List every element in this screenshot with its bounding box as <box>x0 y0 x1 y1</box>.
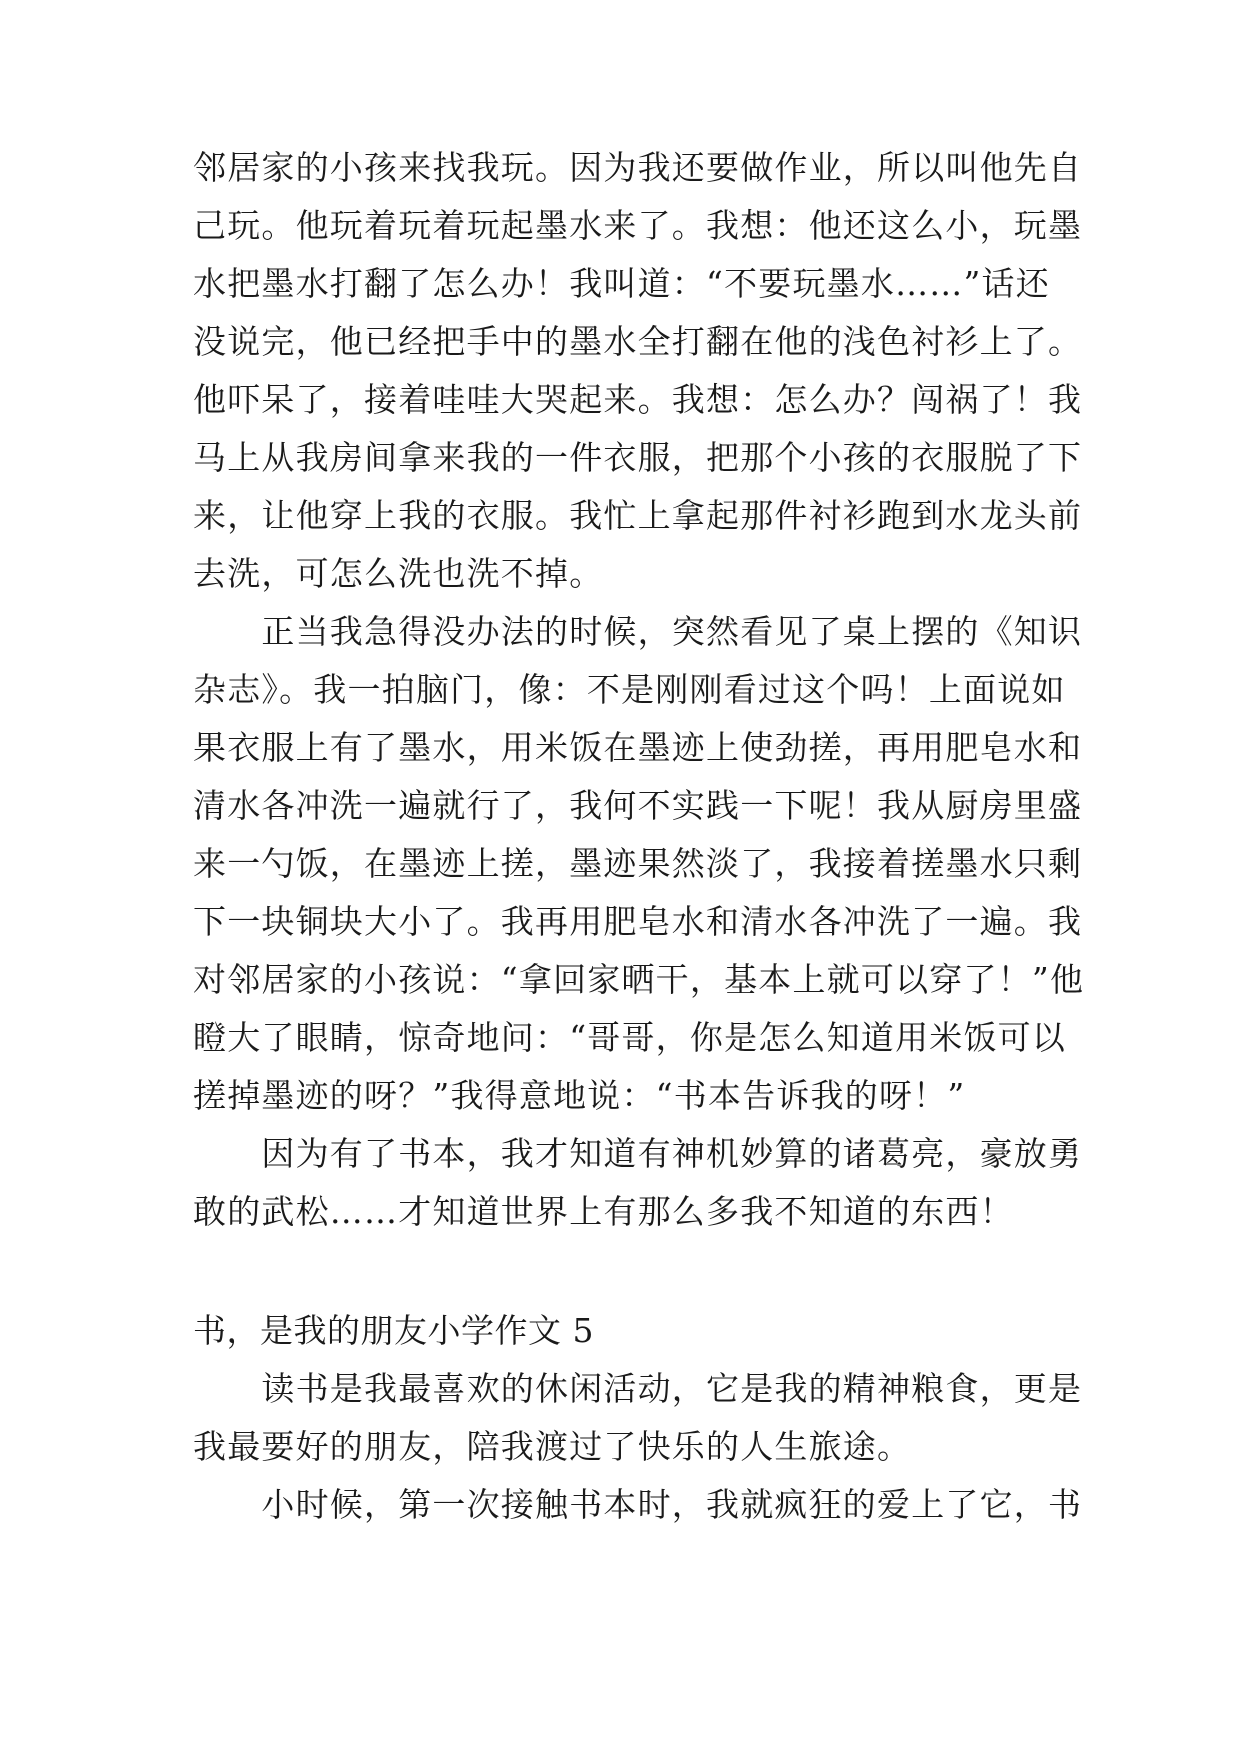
text-line: 敢的武松……才知道世界上有那么多我不知道的东西！ <box>193 1192 1014 1231</box>
text-line: 邻居家的小孩来找我玩。因为我还要做作业，所以叫他先自 <box>193 148 1083 187</box>
text-line: 他吓呆了，接着哇哇大哭起来。我想：怎么办？闯祸了！我 <box>193 380 1083 419</box>
text-line: 搓掉墨迹的呀？”我得意地说：“书本告诉我的呀！” <box>193 1076 966 1115</box>
section-heading: 书，是我的朋友小学作文 5 <box>193 1311 594 1350</box>
text-line: 对邻居家的小孩说：“拿回家晒干，基本上就可以穿了！”他 <box>193 960 1085 999</box>
text-line: 水把墨水打翻了怎么办！我叫道：“不要玩墨水……”话还 <box>193 264 1050 303</box>
text-line: 己玩。他玩着玩着玩起墨水来了。我想：他还这么小，玩墨 <box>193 206 1083 245</box>
text-line: 去洗，可怎么洗也洗不掉。 <box>193 554 604 593</box>
text-line: 我最要好的朋友，陪我渡过了快乐的人生旅途。 <box>193 1427 912 1466</box>
text-line: 小时候，第一次接触书本时，我就疯狂的爱上了它，书 <box>193 1485 1083 1524</box>
text-line: 因为有了书本，我才知道有神机妙算的诸葛亮，豪放勇 <box>193 1134 1083 1173</box>
text-line: 瞪大了眼睛，惊奇地问：“哥哥，你是怎么知道用米饭可以 <box>193 1018 1067 1057</box>
text-line: 正当我急得没办法的时候，突然看见了桌上摆的《知识 <box>193 612 1083 651</box>
text-line: 来一勺饭，在墨迹上搓，墨迹果然淡了，我接着搓墨水只剩 <box>193 844 1083 883</box>
text-line: 没说完，他已经把手中的墨水全打翻在他的浅色衬衫上了。 <box>193 322 1083 361</box>
text-line: 果衣服上有了墨水，用米饭在墨迹上使劲搓，再用肥皂水和 <box>193 728 1083 767</box>
text-line: 读书是我最喜欢的休闲活动，它是我的精神粮食，更是 <box>193 1369 1083 1408</box>
text-line: 来，让他穿上我的衣服。我忙上拿起那件衬衫跑到水龙头前 <box>193 496 1083 535</box>
text-line: 杂志》。我一拍脑门，像：不是刚刚看过这个吗！上面说如 <box>193 670 1066 709</box>
text-line: 马上从我房间拿来我的一件衣服，把那个小孩的衣服脱了下 <box>193 438 1083 477</box>
text-line: 下一块铜块大小了。我再用肥皂水和清水各冲洗了一遍。我 <box>193 902 1083 941</box>
text-line: 清水各冲洗一遍就行了，我何不实践一下呢！我从厨房里盛 <box>193 786 1083 825</box>
